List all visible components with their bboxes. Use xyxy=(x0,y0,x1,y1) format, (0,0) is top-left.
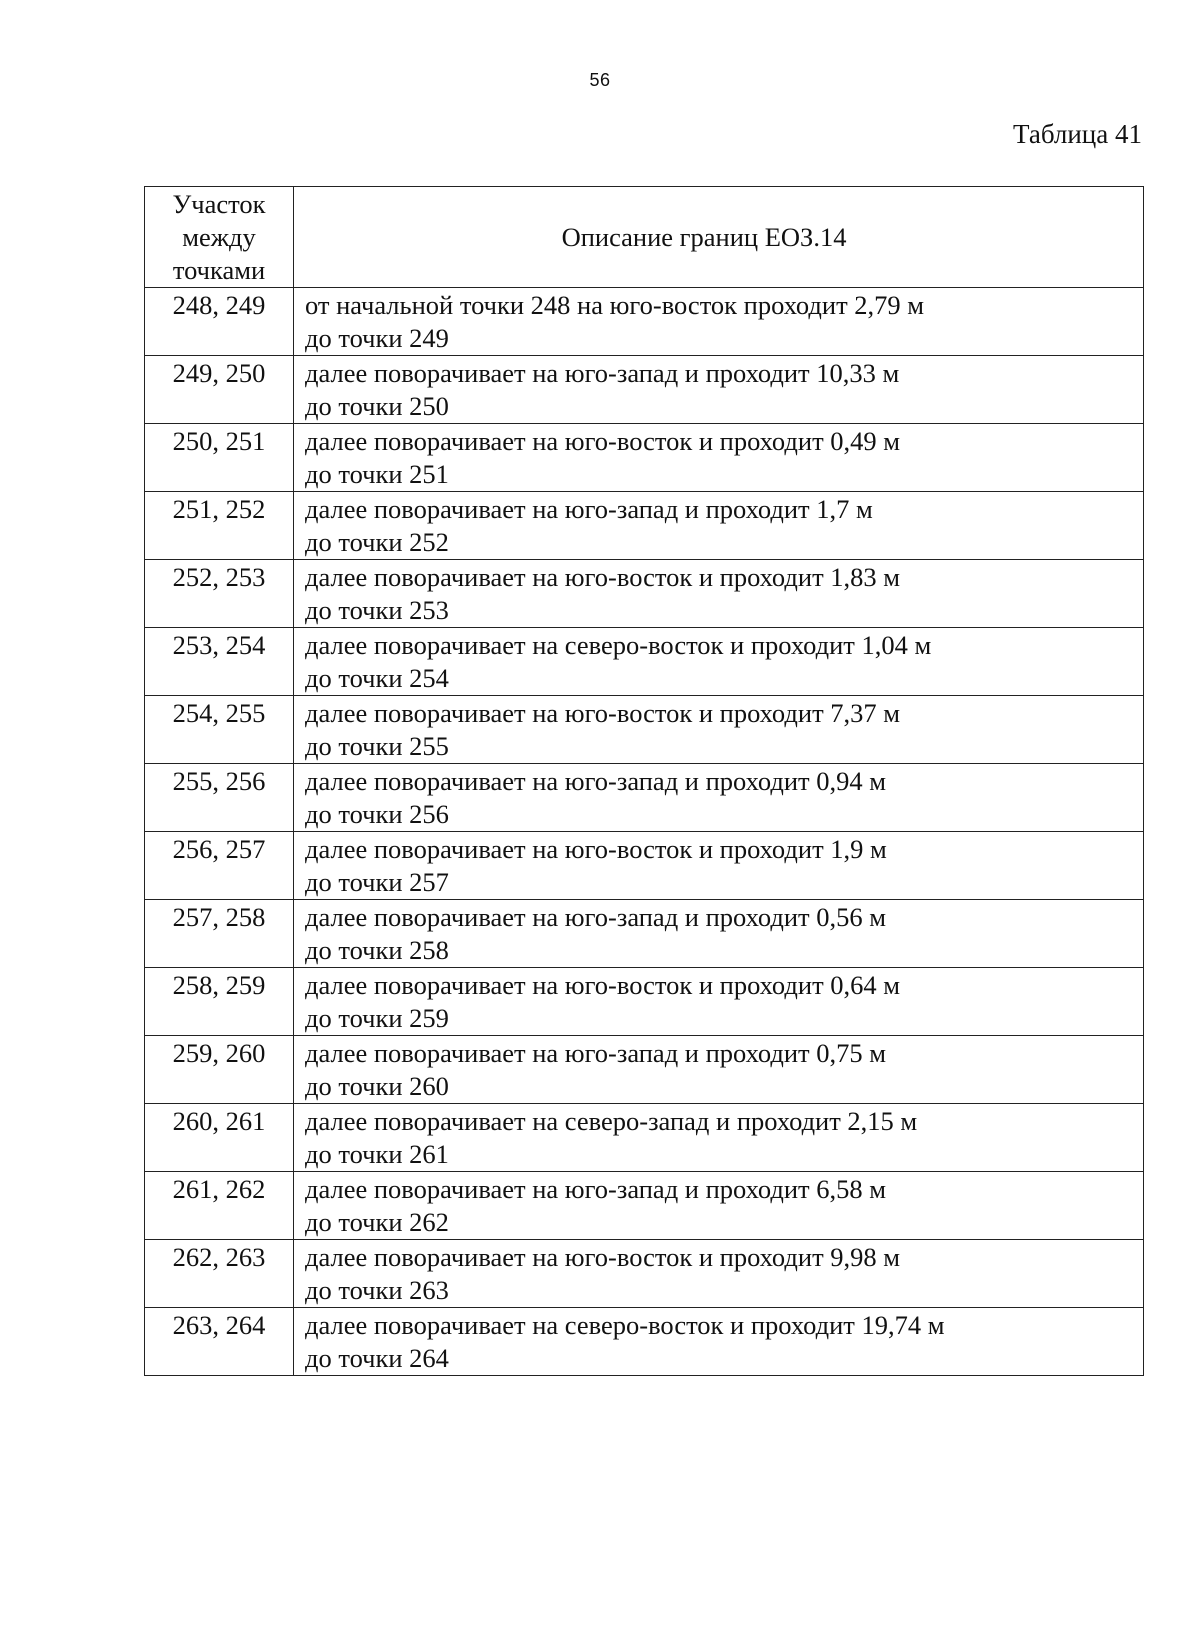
section-cell: 250, 251 xyxy=(145,424,294,492)
description-line: до точки 256 xyxy=(305,799,449,829)
description-line: до точки 261 xyxy=(305,1139,449,1169)
description-cell xyxy=(294,560,1144,628)
description-line: до точки 251 xyxy=(305,459,449,489)
section-cell: 256, 257 xyxy=(145,832,294,900)
description-line: до точки 249 xyxy=(305,323,449,353)
section-cell: 258, 259 xyxy=(145,968,294,1036)
description-line: до точки 259 xyxy=(305,1003,449,1033)
table-row xyxy=(145,1104,1144,1172)
table-row xyxy=(145,764,1144,832)
header-section xyxy=(145,187,294,288)
table-row xyxy=(145,696,1144,764)
header-section-line: точками xyxy=(172,254,266,285)
description-cell xyxy=(294,900,1144,968)
description-line: до точки 258 xyxy=(305,935,449,965)
section-cell: 254, 255 xyxy=(145,696,294,764)
description-cell xyxy=(294,968,1144,1036)
description-line: далее поворачивает на юго-запад и проходит 10,33 м xyxy=(305,358,900,388)
description-line: далее поворачивает на северо-запад и проходит 2,15 м xyxy=(305,1106,918,1136)
table-row xyxy=(145,900,1144,968)
header-description: Описание границ ЕОЗ.14 xyxy=(294,187,1144,288)
description-cell xyxy=(294,1104,1144,1172)
description-line: далее поворачивает на юго-запад и проходит 0,75 м xyxy=(305,1038,886,1068)
section-cell: 249, 250 xyxy=(145,356,294,424)
description-line: до точки 264 xyxy=(305,1343,449,1373)
table-row xyxy=(145,832,1144,900)
table-row xyxy=(145,288,1144,356)
table-row xyxy=(145,628,1144,696)
description-cell xyxy=(294,628,1144,696)
table-caption: Таблица 41 xyxy=(1013,119,1142,149)
description-line: далее поворачивает на юго-восток и проходит 0,49 м xyxy=(305,426,901,456)
description-cell xyxy=(294,1240,1144,1308)
description-line: далее поворачивает на юго-восток и проходит 0,64 м xyxy=(305,970,901,1000)
table-row xyxy=(145,1308,1144,1376)
section-cell: 260, 261 xyxy=(145,1104,294,1172)
description-cell xyxy=(294,1172,1144,1240)
description-line: далее поворачивает на юго-восток и проходит 7,37 м xyxy=(305,698,901,728)
section-cell: 261, 262 xyxy=(145,1172,294,1240)
table-row xyxy=(145,1240,1144,1308)
description-line: до точки 252 xyxy=(305,527,449,557)
section-cell: 262, 263 xyxy=(145,1240,294,1308)
description-line: до точки 250 xyxy=(305,391,449,421)
section-cell: 253, 254 xyxy=(145,628,294,696)
table-row xyxy=(145,560,1144,628)
section-cell: 248, 249 xyxy=(145,288,294,356)
section-cell: 259, 260 xyxy=(145,1036,294,1104)
header-section-line: Участок xyxy=(172,188,266,219)
description-cell xyxy=(294,288,1144,356)
description-cell xyxy=(294,1036,1144,1104)
table-body xyxy=(145,288,1144,1376)
table-row xyxy=(145,492,1144,560)
description-line: далее поворачивает на северо-восток и проходит 1,04 м xyxy=(305,630,932,660)
description-line: до точки 260 xyxy=(305,1071,449,1101)
description-cell xyxy=(294,356,1144,424)
description-line: далее поворачивает на юго-восток и проходит 1,83 м xyxy=(305,562,901,592)
description-cell xyxy=(294,424,1144,492)
section-cell: 252, 253 xyxy=(145,560,294,628)
description-cell xyxy=(294,1308,1144,1376)
description-line: до точки 257 xyxy=(305,867,449,897)
description-cell xyxy=(294,696,1144,764)
page-number: 56 xyxy=(589,70,611,90)
section-cell: 251, 252 xyxy=(145,492,294,560)
description-line: до точки 263 xyxy=(305,1275,449,1305)
description-line: далее поворачивает на юго-запад и проходит 0,94 м xyxy=(305,766,886,796)
description-cell xyxy=(294,492,1144,560)
description-line: от начальной точки 248 на юго-восток проходит 2,79 м xyxy=(305,290,925,320)
header-section-line: между xyxy=(182,221,256,252)
table-header-row xyxy=(145,187,1144,288)
description-line: далее поворачивает на юго-запад и проходит 6,58 м xyxy=(305,1174,886,1204)
table-row xyxy=(145,968,1144,1036)
description-cell xyxy=(294,764,1144,832)
table-row xyxy=(145,356,1144,424)
description-line: далее поворачивает на юго-восток и проходит 1,9 м xyxy=(305,834,887,864)
boundary-table xyxy=(144,186,1144,1376)
table-row xyxy=(145,1036,1144,1104)
table-row xyxy=(145,1172,1144,1240)
description-line: до точки 253 xyxy=(305,595,449,625)
section-cell: 263, 264 xyxy=(145,1308,294,1376)
section-cell: 255, 256 xyxy=(145,764,294,832)
table-row xyxy=(145,424,1144,492)
section-cell: 257, 258 xyxy=(145,900,294,968)
description-line: далее поворачивает на северо-восток и проходит 19,74 м xyxy=(305,1310,945,1340)
description-line: далее поворачивает на юго-восток и проходит 9,98 м xyxy=(305,1242,901,1272)
description-cell xyxy=(294,832,1144,900)
description-line: далее поворачивает на юго-запад и проходит 0,56 м xyxy=(305,902,886,932)
description-line: до точки 255 xyxy=(305,731,449,761)
description-line: далее поворачивает на юго-запад и проходит 1,7 м xyxy=(305,494,873,524)
description-line: до точки 262 xyxy=(305,1207,449,1237)
description-line: до точки 254 xyxy=(305,663,449,693)
